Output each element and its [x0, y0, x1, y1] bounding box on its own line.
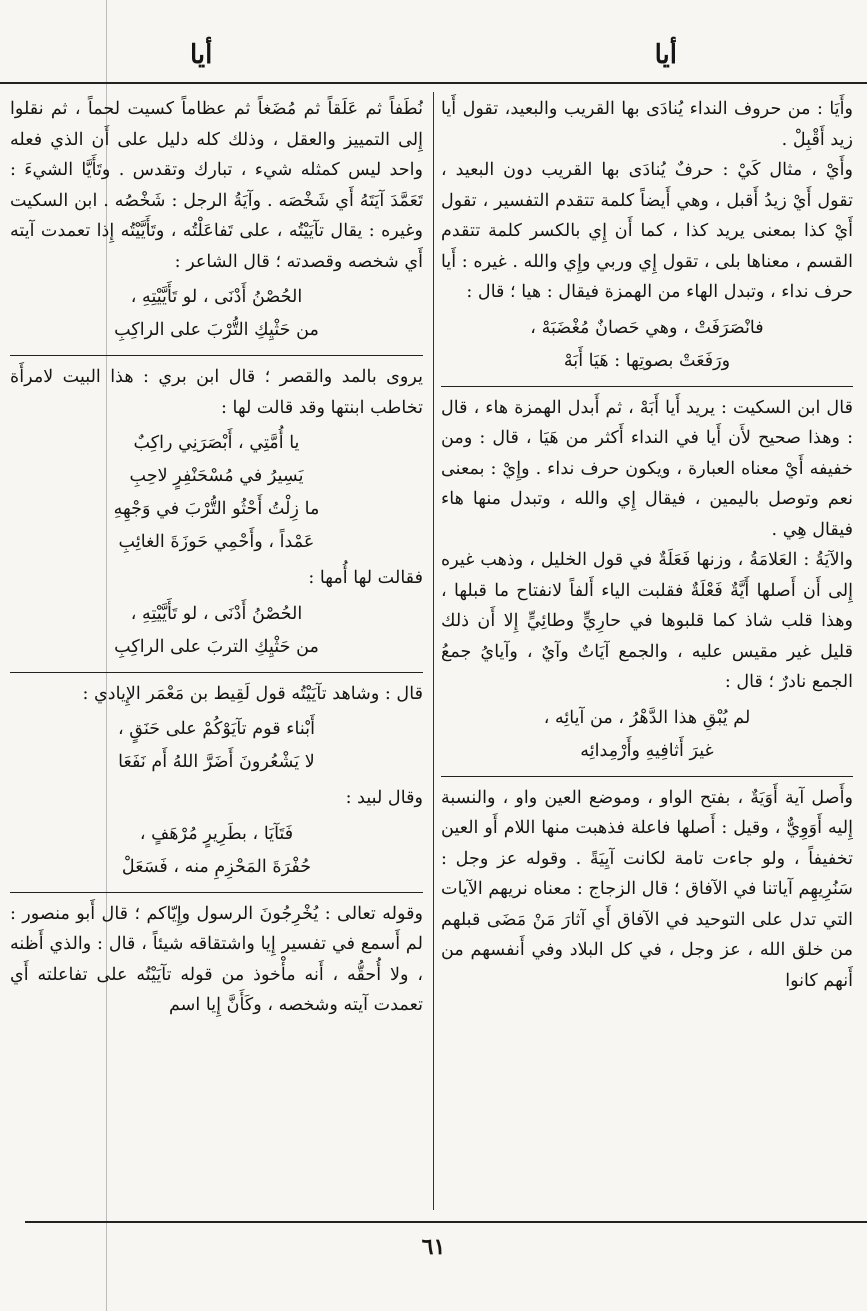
verse-block [10, 281, 423, 347]
section-rule [441, 386, 853, 387]
entry-paragraph: والآيَةُ : العَلامَةُ ، وزنها فَعَلَةٌ في قول الخليل ، وذهب غيره إِلى أَن أَصلها أَيَّةٌ فَعْلَةٌ فقلبت الياء أَلفاً لانفتاح ما قبلها ، وهذا قلب شاذ كما قلبوها في حارِيٍّ وطائِيٍّ إِلا أَن ذلك قليل غير مقيس عليه ، والجمع آيَاتٌ وآيٌ ، وآيايُ جمعُ الجمع نادرٌ ؛ قال : [441, 550, 853, 692]
running-head-right: أيا [654, 40, 677, 70]
header-rule [0, 82, 867, 84]
verse-line: ورَفَعَتْ بصوتِها : هَيَا أَبَهْ [563, 350, 731, 371]
verse-line: من حَثْيِكِ التُّرْبَ على الراكِبِ [114, 320, 319, 340]
section-rule [441, 776, 853, 777]
section-rule [10, 892, 423, 893]
entry-paragraph: وأَيْ ، مثال كَيْ : حرفٌ يُنادَى بها القريب دون البعيد ، تقول أَيْ زيدُ أَقبل ، وهي أَيضاً كلمة تتقدم التفسير ، تقول أَيْ كذا بمعنى يريد كذا ، كما أَن إِي بالكسر كلمة تتقدم القسم ، معناها بلى ، تقول إِي وربي وإِي والله . غيره : أَيا حرف نداء ، وتبدل الهاء من الهمزة فيقال : هيا ؛ قال : [441, 160, 853, 302]
entry-paragraph: قال ابن السكيت : يريد أَيا أَبَهْ ، ثم أَبدل الهمزة هاء ، قال : وهذا صحيح لأَن أَيا في النداء أَكثر من هَيَا ، قال : ومن خفيفه أَيْ معناه العبارة ، ويكون حرف نداء . وإِيْ : بمعنى نعم وتوصل باليمين ، فيقال إِي والله ، وتبدل منها هاء فيقال هِي . [441, 397, 853, 540]
verse-block [441, 702, 853, 768]
verse-block [441, 312, 853, 378]
entry-paragraph: وقوله تعالى : يُخْرِجُونَ الرسول وإِيّاكم ؛ قال أَبو منصور : لم أَسمع في تفسير إِيا واشتقاقه شيئاً ، قال : والذي أَظنه ، ولا أُحقُّه ، أَنه مأْخوذ من قوله تآيَيْتُه على تفاعلته أَي تعمدت آيته وشخصه ، وكَأَنَّ إِيا اسم [10, 903, 423, 1015]
section-rule [10, 355, 423, 356]
verse-block [10, 713, 423, 779]
entry-paragraph: قال : وشاهد تآيَيْتُه قول لَقِيط بن مَعْمَر الإِيادي : [82, 683, 423, 704]
footer-rule [25, 1221, 867, 1223]
verse-line: فَتَآيَا ، بطَرِيرٍ مُرْهَفٍ ، [139, 823, 294, 844]
verse-line: عَمْداً ، وأَحْمِي حَوزَةَ الغائِبِ [118, 532, 315, 552]
verse-line: الحُصْنُ أَدْنَى ، لو تَأَيَّيْتِهِ ، [130, 603, 303, 624]
column-divider [433, 92, 434, 1210]
page-number: ٦١ [421, 1234, 446, 1260]
entry-paragraph: وأَيَا : من حروف النداء يُنادَى بها القريب والبعيد، تقول أَيا زيد أَقْبِلْ . [441, 99, 853, 150]
section-rule [10, 672, 423, 673]
verse-line: الحُصْنُ أَدْنَى ، لو تَأَيَّيْتِهِ ، [130, 287, 303, 307]
running-head-left: أيا [190, 40, 213, 70]
verse-block [10, 818, 423, 884]
verse-line: ما زِلْتُ أَحْثُو التُّرْبَ في وَجْهِهِ [113, 499, 320, 519]
verse-line: غيرَ أَثافِيهِ وأَرْمِدائِه [580, 740, 714, 761]
entry-paragraph: وأَصل آية أَوَيَةٌ ، بفتح الواو ، وموضع العين واو ، والنسبة إِليه أَوَوِيٌّ ، وقيل : أَصلها فاعلة فذهبت منها اللام أَو العين تخفيفاً ، ولو جاءت تامة لكانت آيِيَةً . وقوله عز وجل : سَنُرِيهِم آياتنا في الآفاق ؛ قال الزجاج : معناه نريهم الآيات التي تدل على التوحيد في الآفاق أَي آثارَ مَنْ مَضَى قبلهم من خلق الله ، عز وجل ، في كل البلاد وفي أَنفسهم من أَنهم كانوا [441, 787, 853, 991]
left-column [10, 94, 423, 1214]
verse-block [10, 598, 423, 664]
verse-line: فانْصَرَفَتْ ، وهي حَصانٌ مُغْضَبَهْ ، [530, 317, 764, 338]
verse-line: لم يُبْقِ هذا الدَّهْرُ ، من آيائِه ، [543, 707, 751, 728]
verse-block [10, 427, 423, 559]
verse-line: يا أُمَّتِي ، أَبْصَرَنِي راكِبٌ [133, 433, 300, 453]
verse-line: من حَثْيِكِ التربَ على الراكِبِ [114, 636, 319, 657]
entry-paragraph: نُطَفاً ثم عَلَقاً ثم مُضَغاً ثم عظاماً كسيت لحماً ، ثم نقلوا إِلى التمييز والعقل ، وذلك كله دليل على أَن الذي فعله واحد ليس كمثله شيء ، تبارك وتقدس . وتَأَيَّا الشيءَ : تَعَمَّدَ آيَتَهُ أَي شَخْصَه . وآيَةُ الرجل : شَخْصُه . ابن السكيت وغيره : يقال تآيَيْتُه ، على تَفاعَلْتُه ، وتَأَيَّيْتُه إِذا تعمدت آيته أَي شخصه وقصدته ؛ قال الشاعر : [10, 99, 423, 272]
entry-paragraph: وقال لبيد : [345, 788, 423, 808]
verse-line: أَبْناء قوم تآيَوْكُمْ على حَنَقٍ ، [118, 719, 315, 739]
verse-line: حُفْرَةَ المَحْزِمِ منه ، فَسَعَلْ [121, 856, 312, 877]
right-column [441, 94, 853, 1214]
entry-paragraph: يروى بالمد والقصر ؛ قال ابن بري : هذا البيت لامرأَة تخاطب ابنتها وقد قالت لها : [10, 367, 423, 418]
verse-line: يَسِيرُ في مُسْحَنْفِرٍ لاحِبِ [129, 466, 304, 486]
entry-paragraph: فقالت لها أُمها : [308, 568, 423, 588]
verse-line: لا يَشْعُرونَ أَضَرَّ اللهُ أَم نَفَعَا [118, 752, 315, 772]
